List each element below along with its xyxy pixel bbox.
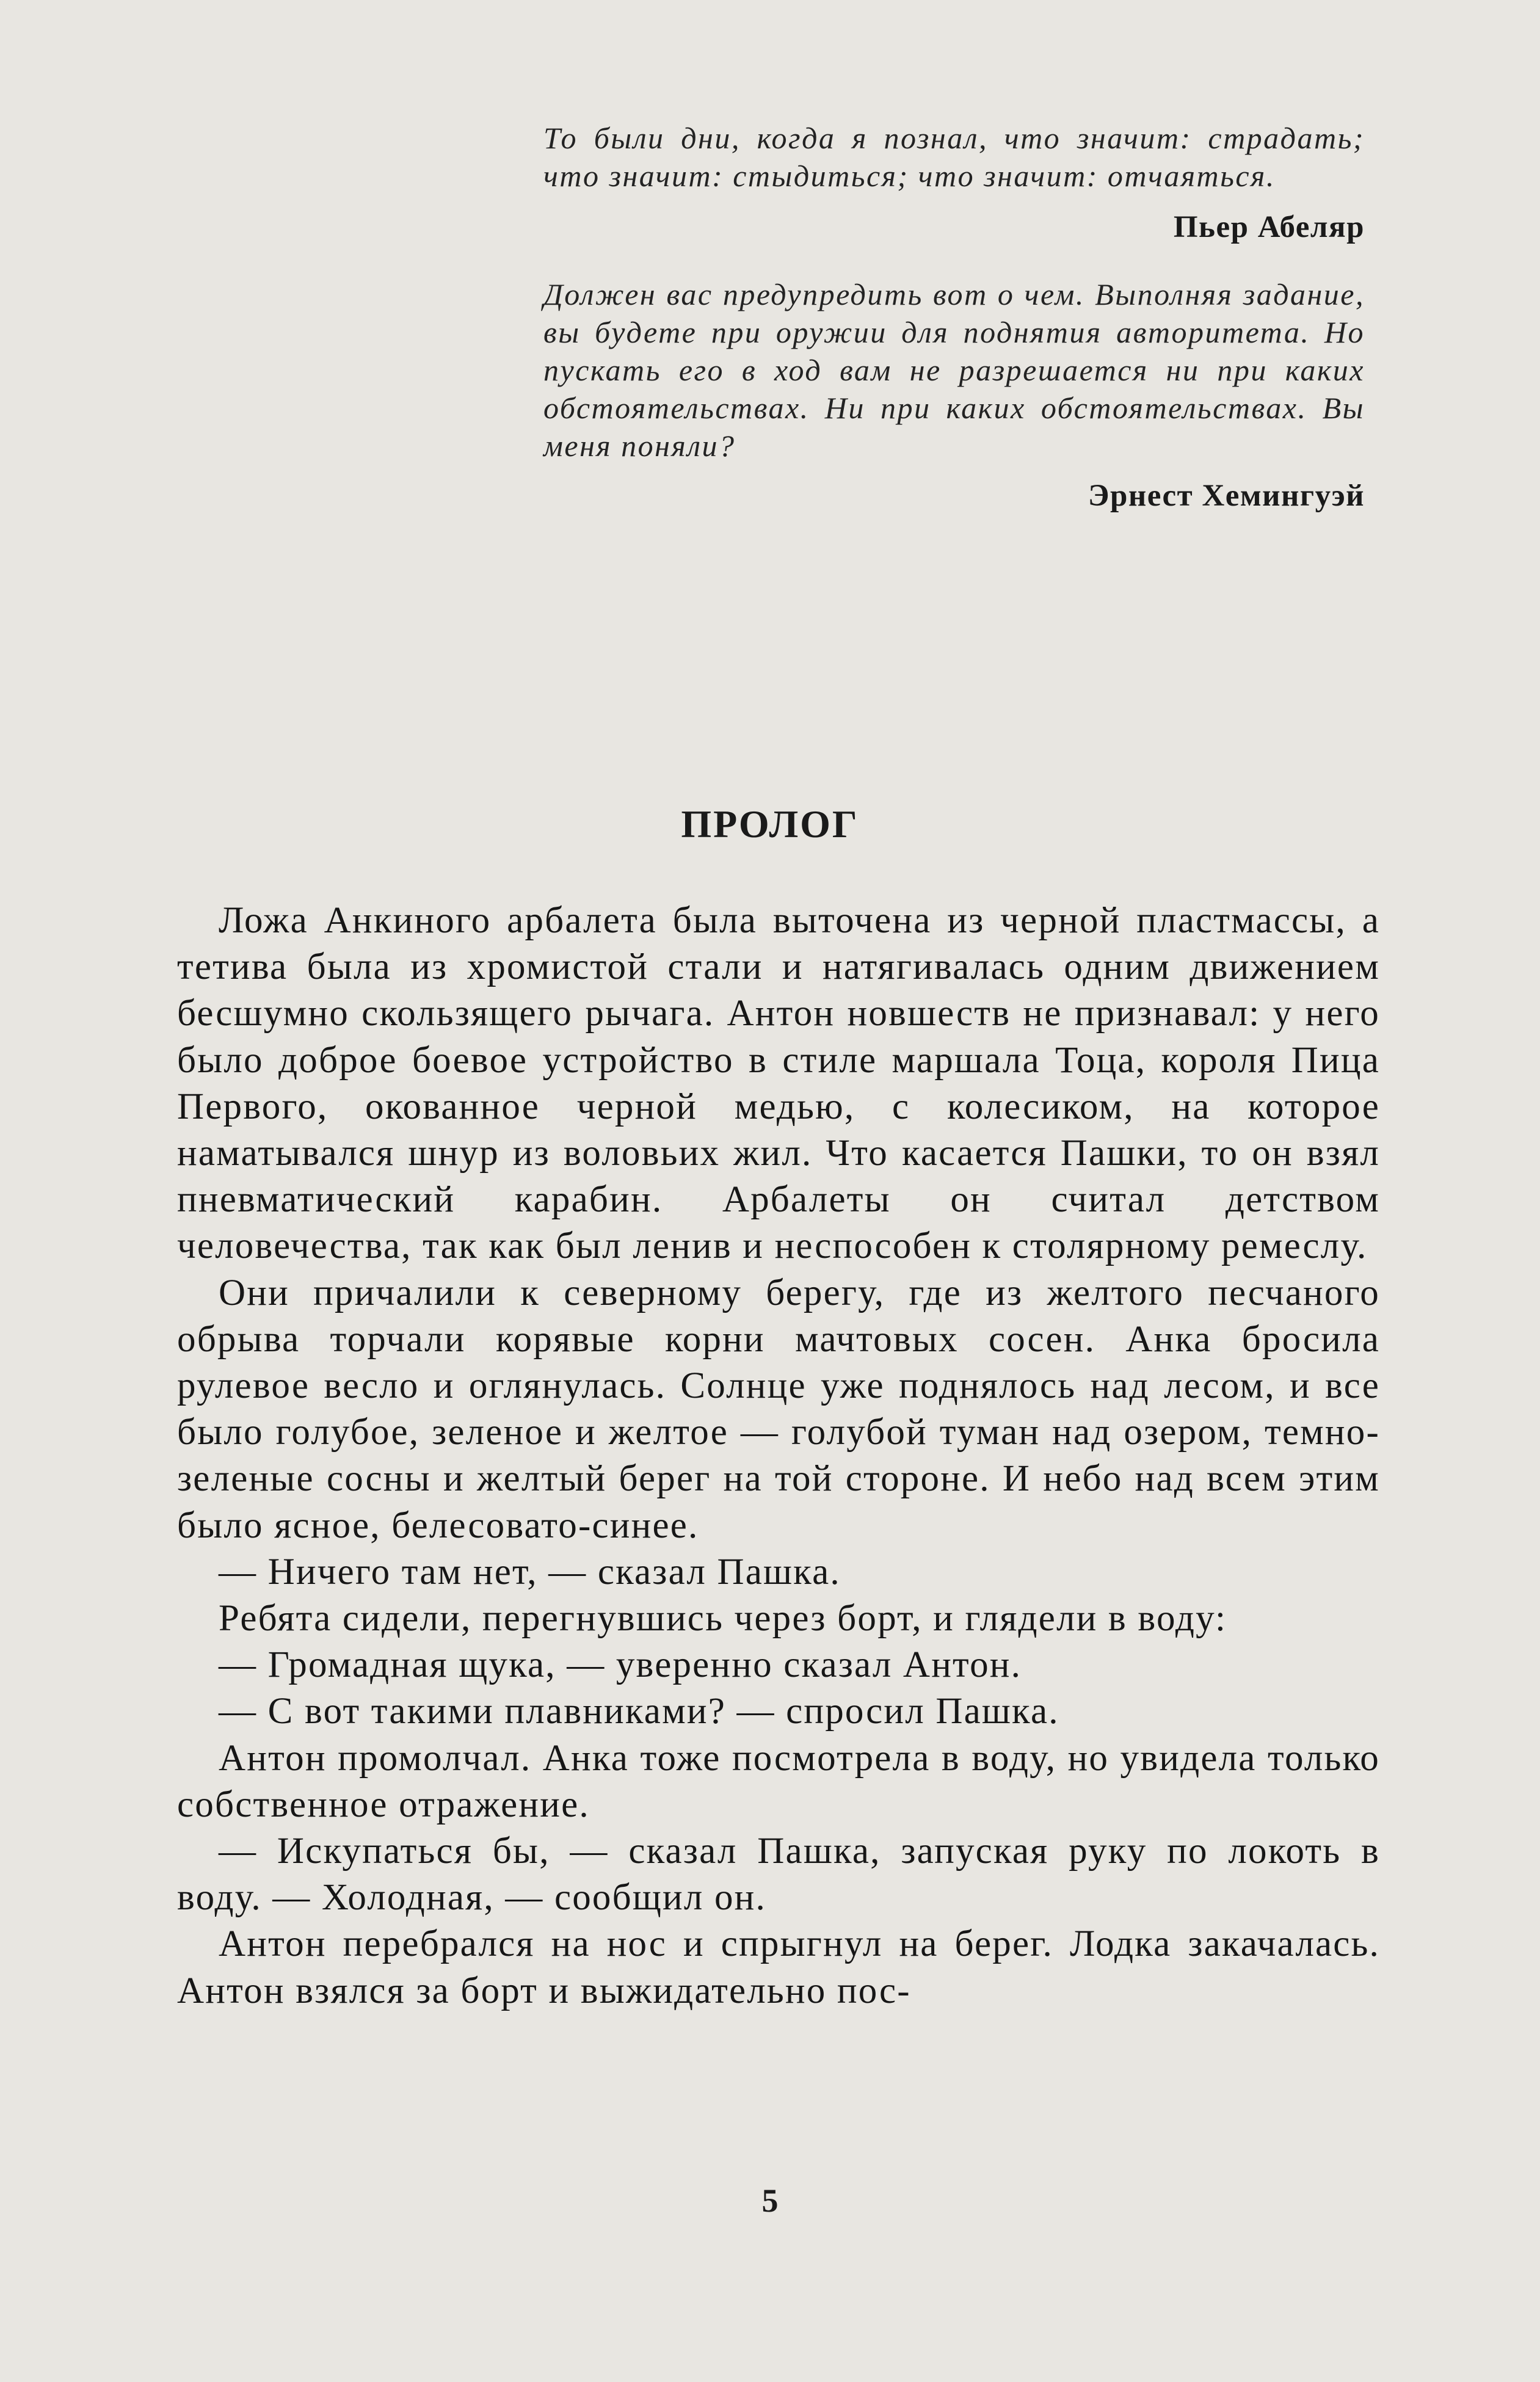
paragraph: Антон перебрался на нос и спрыгнул на берег. Лодка закачалась. Антон взялся за борт и выжидательно пос-: [177, 1923, 1380, 2011]
paragraph: — С вот такими плавниками? — спросил Пашка.: [219, 1691, 1059, 1732]
epigraph-author: Пьер Абеляр: [1173, 210, 1365, 244]
epigraph-text: Должен вас предупредить вот о чем. Выполняя задание, вы будете при оружии для поднятия авторитета. Но пускать его в ход вам не разрешается ни при каких обстоятельствах. Ни при каких обстоятельствах. Вы меня поняли?: [543, 277, 1365, 463]
paragraph: — Громадная щука, — уверенно сказал Антон.: [219, 1644, 1022, 1686]
chapter-heading: ПРОЛОГ: [681, 802, 859, 846]
page-number: 5: [761, 2182, 779, 2219]
paragraph: Они причалили к северному берегу, где из желтого песчаного обрыва торчали корявые корни мачтовых сосен. Анка бросила рулевое весло и оглянулась. Солнце уже поднялось над лесом, и все было голубое, зеленое и желтое — голубой туман над озером, темно-зеленые сосны и желтый берег на той стороне. И небо над всем этим было ясное, белесовато-синее.: [177, 1272, 1380, 1546]
epigraph-text: То были дни, когда я познал, что значит: страдать; что значит: стыдиться; что значит: отчаяться.: [543, 121, 1365, 193]
epigraphs: [543, 119, 1365, 515]
paragraph: — Искупаться бы, — сказал Пашка, запуская руку по локоть в воду. — Холодная, — сообщил он.: [177, 1831, 1380, 1919]
paragraph: Антон промолчал. Анка тоже посмотрела в воду, но увидела только собственное отражение.: [177, 1737, 1380, 1825]
epigraph-author: Эрнест Хемингуэй: [1088, 479, 1365, 513]
paragraph: Ребята сидели, перегнувшись через борт, и глядели в воду:: [219, 1598, 1227, 1639]
paragraph: Ложа Анкиного арбалета была выточена из черной пластмассы, а тетива была из хромистой стали и натягивалась одним движением бесшумно скользящего рычага. Антон новшеств не признавал: у него было доброе боевое устройство в стиле маршала Тоца, короля Пица Первого, окованное черной медью, с колесиком, на которое наматывался шнур из воловьих жил. Что касается Пашки, то он взял пневматический карабин. Арбалеты он считал детством человечества, так как был ленив и неспособен к столярному ремеслу.: [177, 900, 1380, 1267]
paragraph: — Ничего там нет, — сказал Пашка.: [219, 1551, 841, 1592]
body-text: [177, 898, 1380, 2014]
